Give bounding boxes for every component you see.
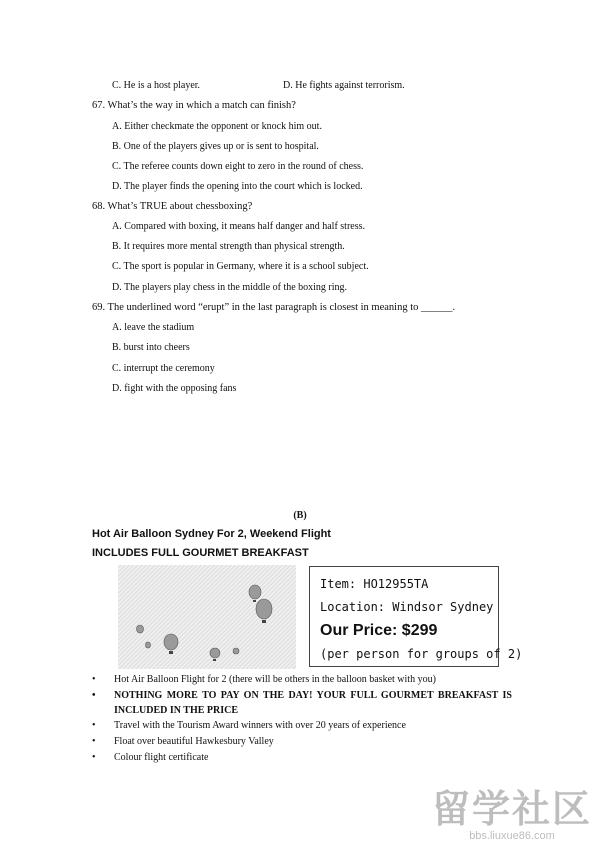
q66-option-c: C. He is a host player. xyxy=(112,80,201,91)
q66-option-d: D. He fights against terrorism. xyxy=(283,80,405,91)
list-item: • Colour flight certificate xyxy=(92,750,512,766)
question-67-option: B. One of the players gives up or is sent to hospital. xyxy=(112,141,319,152)
watermark-logo: 留学社区 xyxy=(431,789,592,831)
list-item: • Hot Air Balloon Flight for 2 (there will be others in the balloon basket with you) xyxy=(92,672,512,688)
question-68-stem: 68. What’s TRUE about chessboxing? xyxy=(92,201,253,212)
question-69-option: D. fight with the opposing fans xyxy=(112,383,237,394)
ad-title: Hot Air Balloon Sydney For 2, Weekend Flight xyxy=(92,528,331,540)
list-item: • Float over beautiful Hawkesbury Valley xyxy=(92,734,512,750)
question-69-stem: 69. The underlined word “erupt” in the last paragraph is closest in meaning to ______. xyxy=(92,302,456,313)
bullet-icon: • xyxy=(92,752,96,763)
list-item: • NOTHING MORE TO PAY ON THE DAY! YOUR FULL GOURMET BREAKFAST IS INCLUDED IN THE PRICE xyxy=(92,690,512,716)
price-info-box xyxy=(309,566,523,667)
location: Location: Windsor Sydney xyxy=(320,600,494,614)
bullet-icon: • xyxy=(92,720,96,731)
question-69-option: B. burst into cheers xyxy=(112,342,190,353)
question-67-option: C. The referee counts down eight to zero in the round of chess. xyxy=(112,161,364,172)
question-67-option: A. Either checkmate the opponent or knock him out. xyxy=(112,121,322,132)
question-67-option: D. The player finds the opening into the court which is locked. xyxy=(112,181,363,192)
question-69-option: C. interrupt the ceremony xyxy=(112,363,215,374)
bullet-icon: • xyxy=(92,674,96,685)
question-68-option: A. Compared with boxing, it means half danger and half stress. xyxy=(112,221,365,232)
question-68-option: C. The sport is popular in Germany, where it is a school subject. xyxy=(112,261,369,272)
section-label: (B) xyxy=(293,510,307,521)
question-68-option: B. It requires more mental strength than physical strength. xyxy=(112,241,345,252)
feature-list xyxy=(92,672,512,766)
question-68-option: D. The players play chess in the middle of the boxing ring. xyxy=(112,282,348,293)
price-note: (per person for groups of 2) xyxy=(320,647,523,661)
bullet-icon: • xyxy=(92,690,96,701)
question-69-option: A. leave the stadium xyxy=(112,322,195,333)
price: Our Price: $299 xyxy=(320,622,438,639)
hot-air-balloon-photo xyxy=(118,565,296,669)
ad-subtitle: INCLUDES FULL GOURMET BREAKFAST xyxy=(92,547,309,559)
watermark xyxy=(432,790,592,842)
list-item: • Travel with the Tourism Award winners with over 20 years of experience xyxy=(92,718,512,734)
question-67-stem: 67. What’s the way in which a match can finish? xyxy=(92,100,296,111)
item-code: Item: HO12955TA xyxy=(320,577,429,591)
watermark-url: bbs.liuxue86.com xyxy=(469,830,555,842)
bullet-icon: • xyxy=(92,736,96,747)
